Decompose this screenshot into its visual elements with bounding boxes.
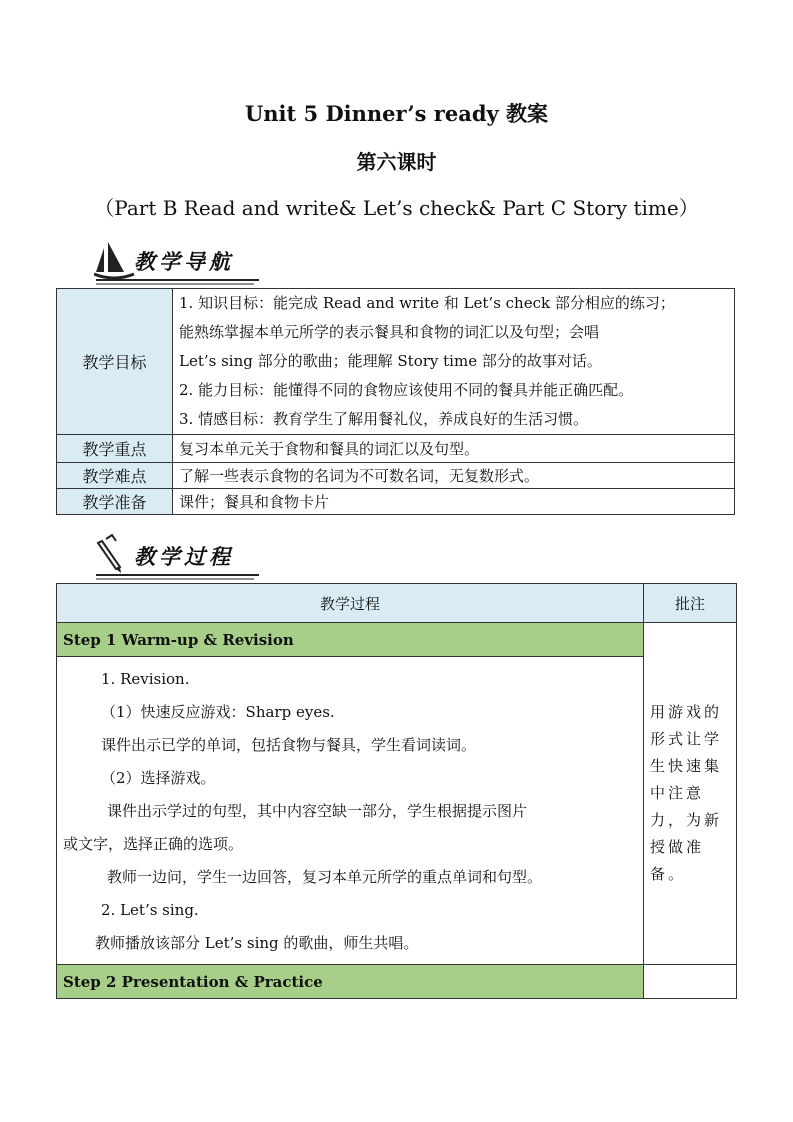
- step-line: 教师播放该部分 Let’s sing 的歌曲，师生共唱。: [95, 934, 419, 952]
- step-1-body: [57, 657, 644, 965]
- process-table: [56, 583, 737, 999]
- step-line: 课件出示已学的单词，包括食物与餐具，学生看词读词。: [101, 736, 477, 754]
- goal-line: 能熟练掌握本单元所学的表示餐具和食物的词汇以及句型；会唱: [179, 323, 600, 341]
- step-line: 教师一边问，学生一边回答，复习本单元所学的重点单词和句型。: [107, 868, 543, 886]
- step-line: 1. Revision.: [101, 670, 190, 688]
- document-title: Unit 5 Dinner’s ready 教案: [244, 101, 549, 126]
- step-line: （1）快速反应游戏：Sharp eyes.: [101, 703, 335, 721]
- step-line: 2. Let’s sing.: [101, 901, 199, 919]
- step-1-title: Step 1 Warm-up & Revision: [57, 623, 644, 657]
- document-subtitle: （Part B Read and write& Let’s check& Part C Story time）: [94, 196, 699, 220]
- teaching-process-banner: [94, 533, 264, 581]
- step-line: （2）选择游戏。: [101, 769, 216, 787]
- goal-label: 教学目标: [57, 289, 173, 435]
- goal-line: 1. 知识目标：能完成 Read and write 和 Let’s check 部分相应的练习；: [179, 294, 675, 312]
- goal-content: [173, 289, 735, 435]
- goal-line: 3. 情感目标：教育学生了解用餐礼仪，养成良好的生活习惯。: [179, 410, 589, 428]
- key-points-label: 教学重点: [57, 435, 173, 463]
- banner-text: 教学导航: [134, 250, 234, 274]
- step-2-note: [644, 965, 737, 999]
- banner-text: 教学过程: [134, 545, 234, 569]
- difficulties-label: 教学难点: [57, 463, 173, 489]
- teaching-nav-banner: [94, 238, 264, 286]
- step-line: 课件出示学过的句型，其中内容空缺一部分，学生根据提示图片: [107, 802, 528, 820]
- step-line: 或文字，选择正确的选项。: [63, 835, 244, 853]
- step-2-title: Step 2 Presentation & Practice: [57, 965, 644, 999]
- goal-line: Let’s sing 部分的歌曲；能理解 Story time 部分的故事对话。: [179, 352, 602, 370]
- process-header: 教学过程: [57, 584, 644, 623]
- goals-table: [56, 288, 735, 515]
- difficulties-content: 了解一些表示食物的名词为不可数名词，无复数形式。: [173, 463, 735, 489]
- preparation-label: 教学准备: [57, 489, 173, 515]
- step-1-note: 用游戏的形式让学生快速集中注意力，为新授做准备。: [644, 623, 737, 965]
- notes-header: 批注: [644, 584, 737, 623]
- goal-line: 2. 能力目标：能懂得不同的食物应该使用不同的餐具并能正确匹配。: [179, 381, 634, 399]
- key-points-content: 复习本单元关于食物和餐具的词汇以及句型。: [173, 435, 735, 463]
- lesson-number: 第六课时: [356, 150, 437, 174]
- preparation-content: 课件；餐具和食物卡片: [173, 489, 735, 515]
